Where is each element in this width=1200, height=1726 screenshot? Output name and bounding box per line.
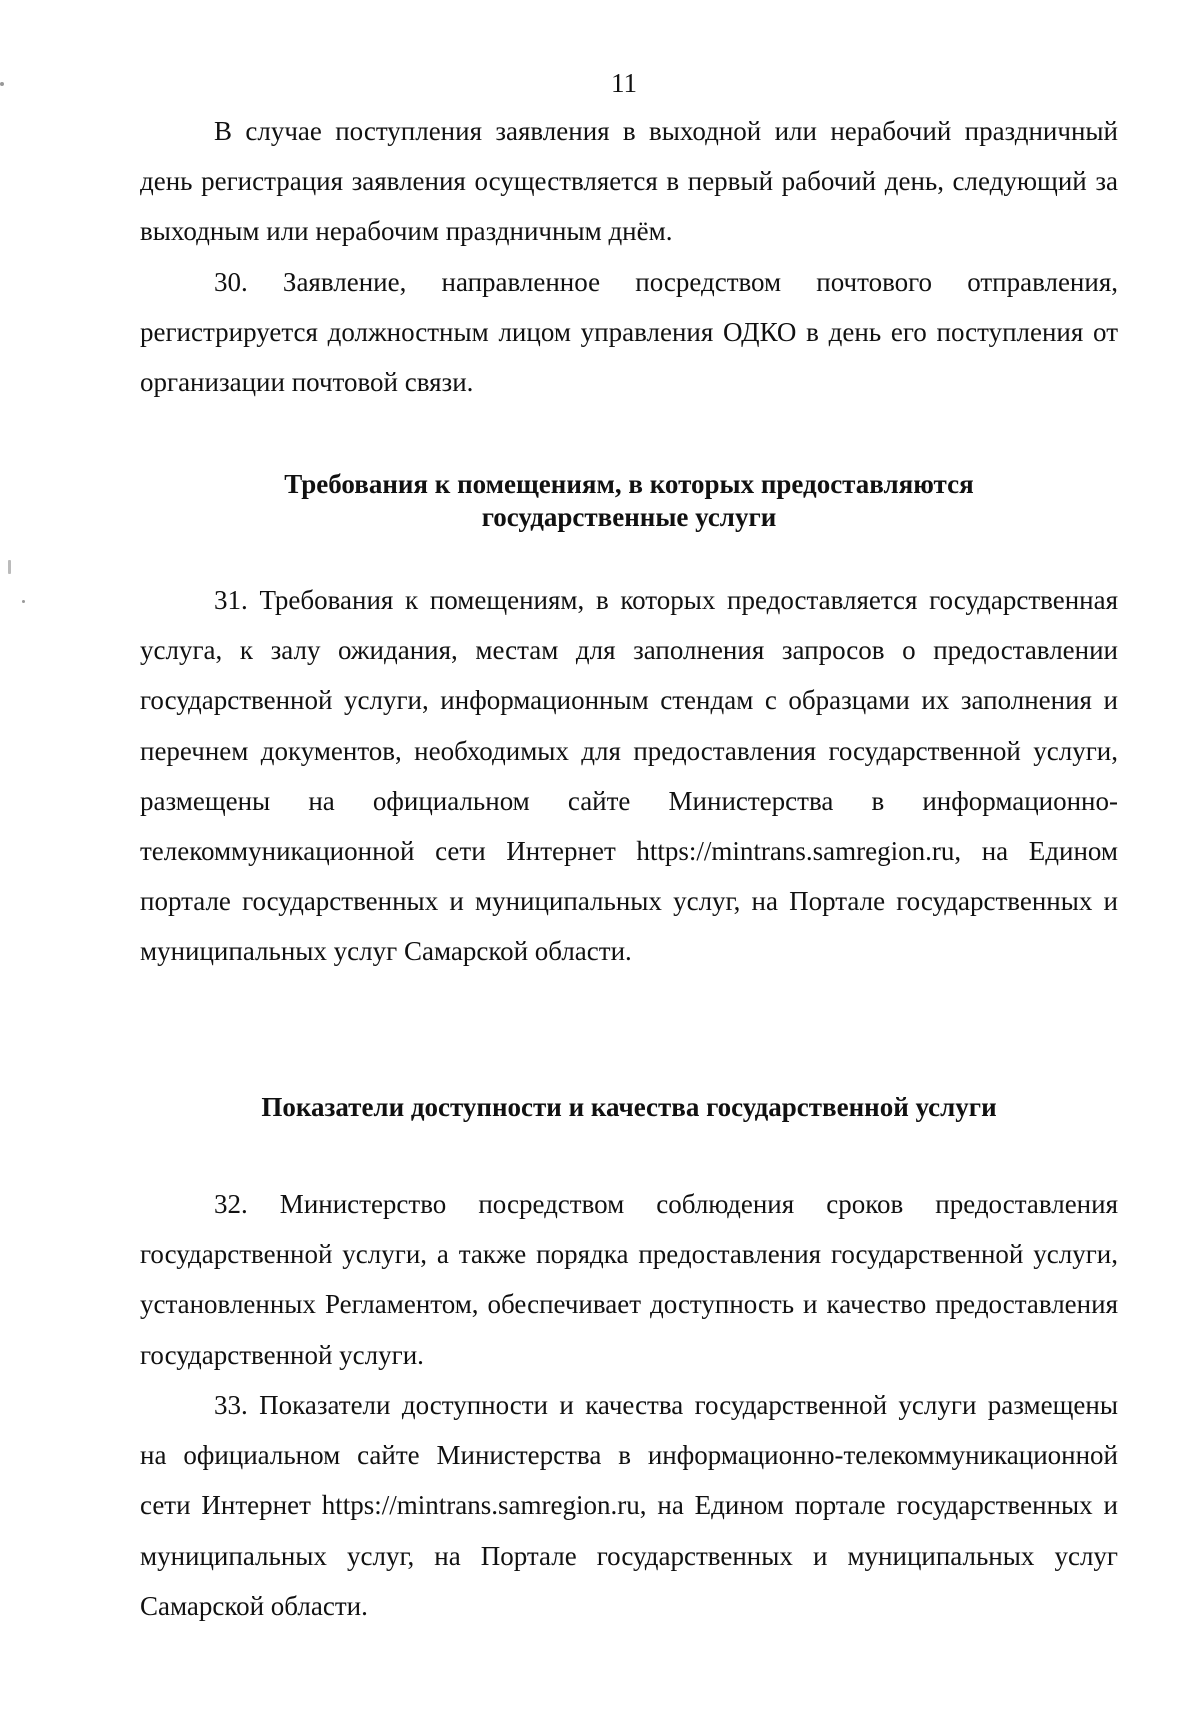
scan-margin-mark [8, 560, 11, 574]
section-heading-indicators: Показатели доступности и качества государственной услуги [261, 1092, 997, 1122]
paragraph-30: 30. Заявление, направленное посредством почтового отправления, регистрируется должностным лицом управления ОДКО в день его поступления от организации почтовой связи. [140, 267, 1118, 398]
section-heading-premises [140, 468, 1118, 534]
section-heading-premises-line2: государственные услуги [481, 502, 777, 532]
page-number: 11 [611, 68, 637, 98]
section-heading-premises-line1: Требования к помещениям, в которых предоставляются [284, 469, 974, 499]
scan-margin-mark [0, 82, 4, 86]
scan-margin-mark [22, 600, 25, 603]
paragraph-weekend-registration: В случае поступления заявления в выходной или нерабочий праздничный день регистрация заявления осуществляется в первый рабочий день, следующий за выходным или нерабочим праздничным днём. [140, 116, 1118, 247]
paragraph-31: 31. Требования к помещениям, в которых предоставляется государственная услуга, к залу ожидания, местам для заполнения запросов о предоставлении государственной услуги, информационным стендам с образцами их заполнения и перечнем документов, необходимых для предоставления государственной услуги, размещены на официальном сайте Министерства в информационно-телекоммуникационной сети Интернет https://mintrans.samregion.ru, на Едином портале государственных и муниципальных услуг, на Портале государственных и муниципальных услуг Самарской области. [140, 585, 1118, 967]
paragraph-33: 33. Показатели доступности и качества государственной услуги размещены на официальном сайте Министерства в информационно-телекоммуникационной сети Интернет https://mintrans.samregion.ru, на Едином портале государственных и муниципальных услуг, на Портале государственных и муниципальных услуг Самарской области. [140, 1390, 1118, 1621]
paragraph-32: 32. Министерство посредством соблюдения сроков предоставления государственной услуги, а также порядка предоставления государственной услуги, установленных Регламентом, обеспечивает доступность и качество предоставления государственной услуги. [140, 1189, 1118, 1370]
